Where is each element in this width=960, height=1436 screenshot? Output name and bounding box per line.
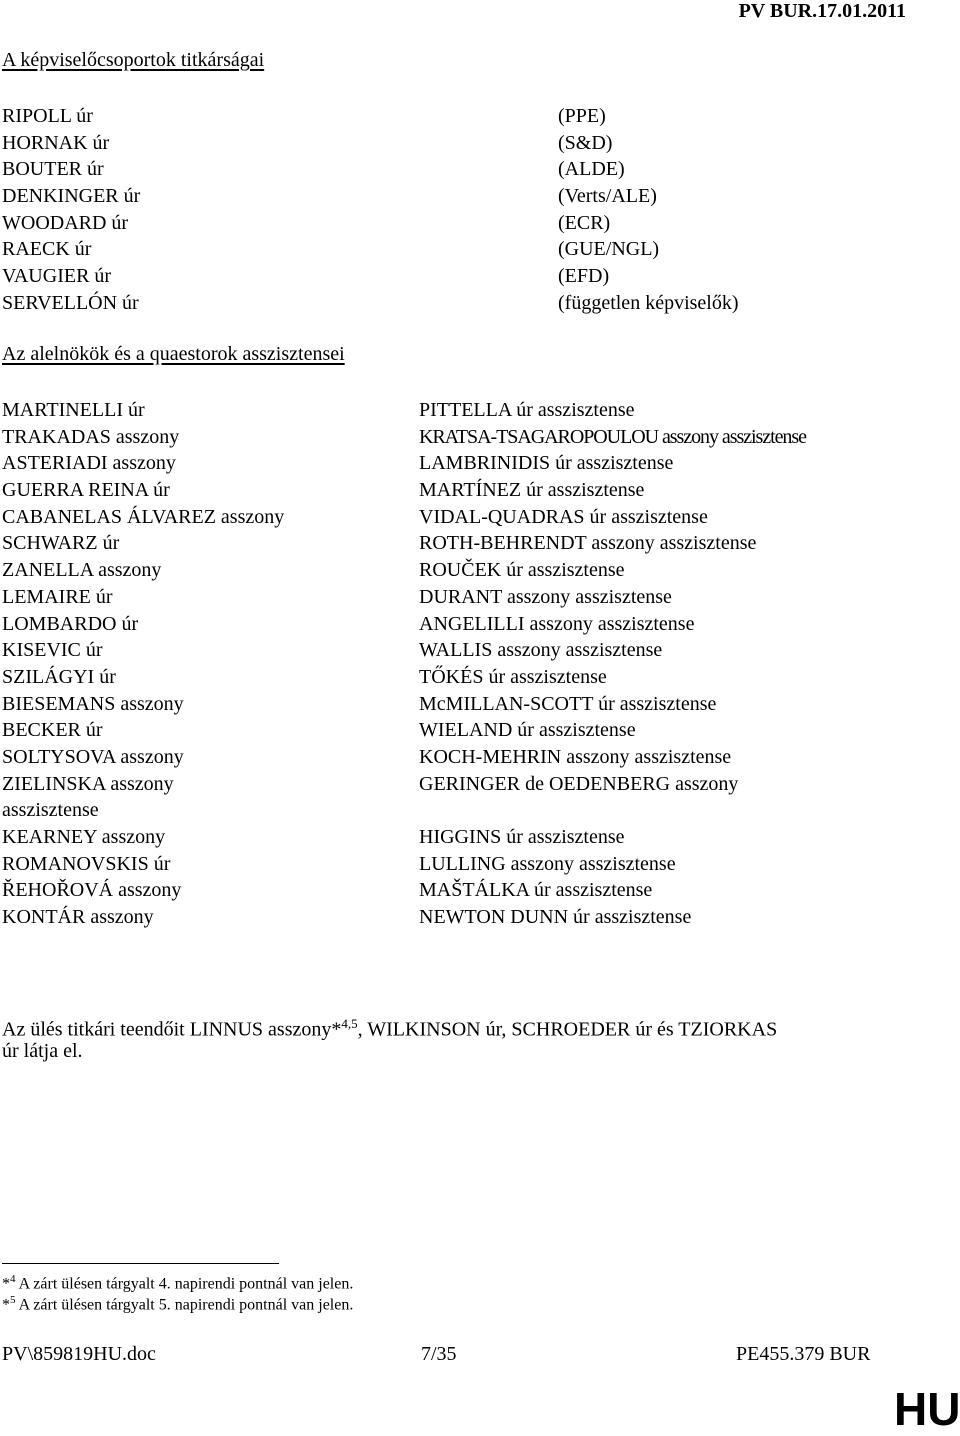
list-item: (független képviselők) bbox=[558, 291, 739, 314]
footnote-mark: * bbox=[2, 1296, 10, 1314]
list-item bbox=[419, 797, 806, 824]
list-item: (ALDE) bbox=[558, 158, 625, 181]
list-item: WALLIS asszony asszisztense bbox=[419, 639, 663, 662]
list-item: BOUTER úr bbox=[2, 158, 104, 181]
secretariat-note-line-2: úr látja el. bbox=[2, 1040, 83, 1062]
list-item: MARTINELLI úr bbox=[2, 399, 145, 421]
list-item: TŐKÉS úr asszisztense bbox=[419, 665, 607, 688]
list-item: RIPOLL úr bbox=[2, 105, 93, 127]
list-item: PITTELLA úr asszisztense bbox=[419, 399, 635, 421]
secretariat-names bbox=[2, 103, 140, 317]
list-item: SOLTYSOVA asszony bbox=[2, 745, 184, 768]
footnote-text: A zárt ülésen tárgyalt 5. napirendi pontnál van jelen. bbox=[18, 1296, 354, 1314]
footer-language-code: HU bbox=[894, 1383, 960, 1435]
list-item: LEMAIRE úr bbox=[2, 585, 113, 608]
list-item: (GUE/NGL) bbox=[558, 238, 660, 261]
list-item: DENKINGER úr bbox=[2, 185, 141, 208]
list-item: LAMBRINIDIS úr asszisztense bbox=[419, 452, 674, 475]
list-item: ROUČEK úr asszisztense bbox=[419, 559, 625, 582]
list-item: DURANT asszony asszisztense bbox=[419, 585, 672, 608]
list-item: (Verts/ALE) bbox=[558, 185, 657, 208]
list-item: HORNAK úr bbox=[2, 131, 110, 154]
list-item: LOMBARDO úr bbox=[2, 612, 139, 635]
list-item: ASTERIADI asszony bbox=[2, 452, 176, 475]
secretariat-groups bbox=[558, 103, 739, 317]
assistant-names bbox=[2, 397, 284, 931]
footnote bbox=[2, 1294, 353, 1314]
list-item: ANGELILLI asszony asszisztense bbox=[419, 612, 695, 635]
list-item: CABANELAS ÁLVAREZ asszony bbox=[2, 505, 285, 528]
footnote bbox=[2, 1273, 353, 1293]
footer-reference: PE455.379 BUR bbox=[736, 1343, 871, 1365]
list-item: TRAKADAS asszony bbox=[2, 425, 180, 448]
document-code: PV BUR.17.01.2011 bbox=[738, 0, 906, 22]
list-item: (EFD) bbox=[558, 265, 610, 288]
list-item: VAUGIER úr bbox=[2, 265, 112, 288]
section-heading-assistants: Az alelnökök és a quaestorok asszisztensei bbox=[2, 343, 345, 365]
section-heading-group-secretariats: A képviselőcsoportok titkárságai bbox=[2, 49, 265, 71]
list-item: RAECK úr bbox=[2, 238, 92, 261]
list-item: NEWTON DUNN úr asszisztense bbox=[419, 906, 692, 929]
list-item: KONTÁR asszony bbox=[2, 906, 154, 929]
list-item: GUERRA REINA úr bbox=[2, 479, 170, 502]
list-item: LULLING asszony asszisztense bbox=[419, 852, 676, 875]
list-item: HIGGINS úr asszisztense bbox=[419, 826, 625, 848]
list-item: (S&D) bbox=[558, 131, 613, 154]
footnote-number: 5 bbox=[10, 1294, 16, 1306]
list-item: BECKER úr bbox=[2, 719, 103, 742]
secretariat-note-text: , WILKINSON úr, SCHROEDER úr és TZIORKAS bbox=[357, 1018, 778, 1041]
list-item: SZILÁGYI úr bbox=[2, 665, 116, 688]
list-item: (ECR) bbox=[558, 211, 611, 234]
list-item: WOODARD úr bbox=[2, 211, 129, 234]
list-item: ROTH-BEHRENDT asszony asszisztense bbox=[419, 532, 757, 555]
footnote-separator bbox=[2, 1263, 279, 1264]
list-item: ZIELINSKA asszony bbox=[2, 772, 174, 795]
list-item: GERINGER de OEDENBERG asszony bbox=[419, 772, 739, 795]
list-item: WIELAND úr asszisztense bbox=[419, 719, 636, 742]
list-item: ŘEHOŘOVÁ asszony bbox=[2, 879, 182, 902]
list-item: (PPE) bbox=[558, 105, 606, 127]
secretariat-note-line-1 bbox=[2, 1011, 777, 1043]
list-item: MAŠTÁLKA úr asszisztense bbox=[419, 879, 653, 902]
list-item: ROMANOVSKIS úr bbox=[2, 852, 171, 875]
footnote-reference: 4,5 bbox=[341, 1016, 358, 1031]
footnote-number: 4 bbox=[10, 1273, 16, 1285]
list-item: MARTÍNEZ úr asszisztense bbox=[419, 479, 645, 502]
secretariat-note-text: Az ülés titkári teendőit LINNUS asszony* bbox=[2, 1018, 342, 1041]
footer-page-number: 7/35 bbox=[421, 1343, 457, 1365]
list-item: ZANELLA asszony bbox=[2, 559, 162, 582]
list-item: VIDAL-QUADRAS úr asszisztense bbox=[419, 505, 708, 528]
list-item: KRATSA-TSAGAROPOULOU asszony asszisztense bbox=[419, 425, 806, 448]
list-item: McMILLAN-SCOTT úr asszisztense bbox=[419, 692, 717, 715]
list-item: BIESEMANS asszony bbox=[2, 692, 184, 715]
footnote-text: A zárt ülésen tárgyalt 4. napirendi pontnál van jelen. bbox=[18, 1275, 354, 1293]
assistant-roles bbox=[419, 397, 806, 931]
list-item: asszisztense bbox=[2, 799, 99, 822]
list-item: SERVELLÓN úr bbox=[2, 291, 139, 314]
footnote-mark: * bbox=[2, 1275, 10, 1293]
list-item: KOCH-MEHRIN asszony asszisztense bbox=[419, 745, 732, 768]
list-item: KEARNEY asszony bbox=[2, 826, 166, 848]
list-item: KISEVIC úr bbox=[2, 639, 103, 662]
list-item: SCHWARZ úr bbox=[2, 532, 120, 555]
footer-file-name: PV\859819HU.doc bbox=[2, 1343, 156, 1365]
